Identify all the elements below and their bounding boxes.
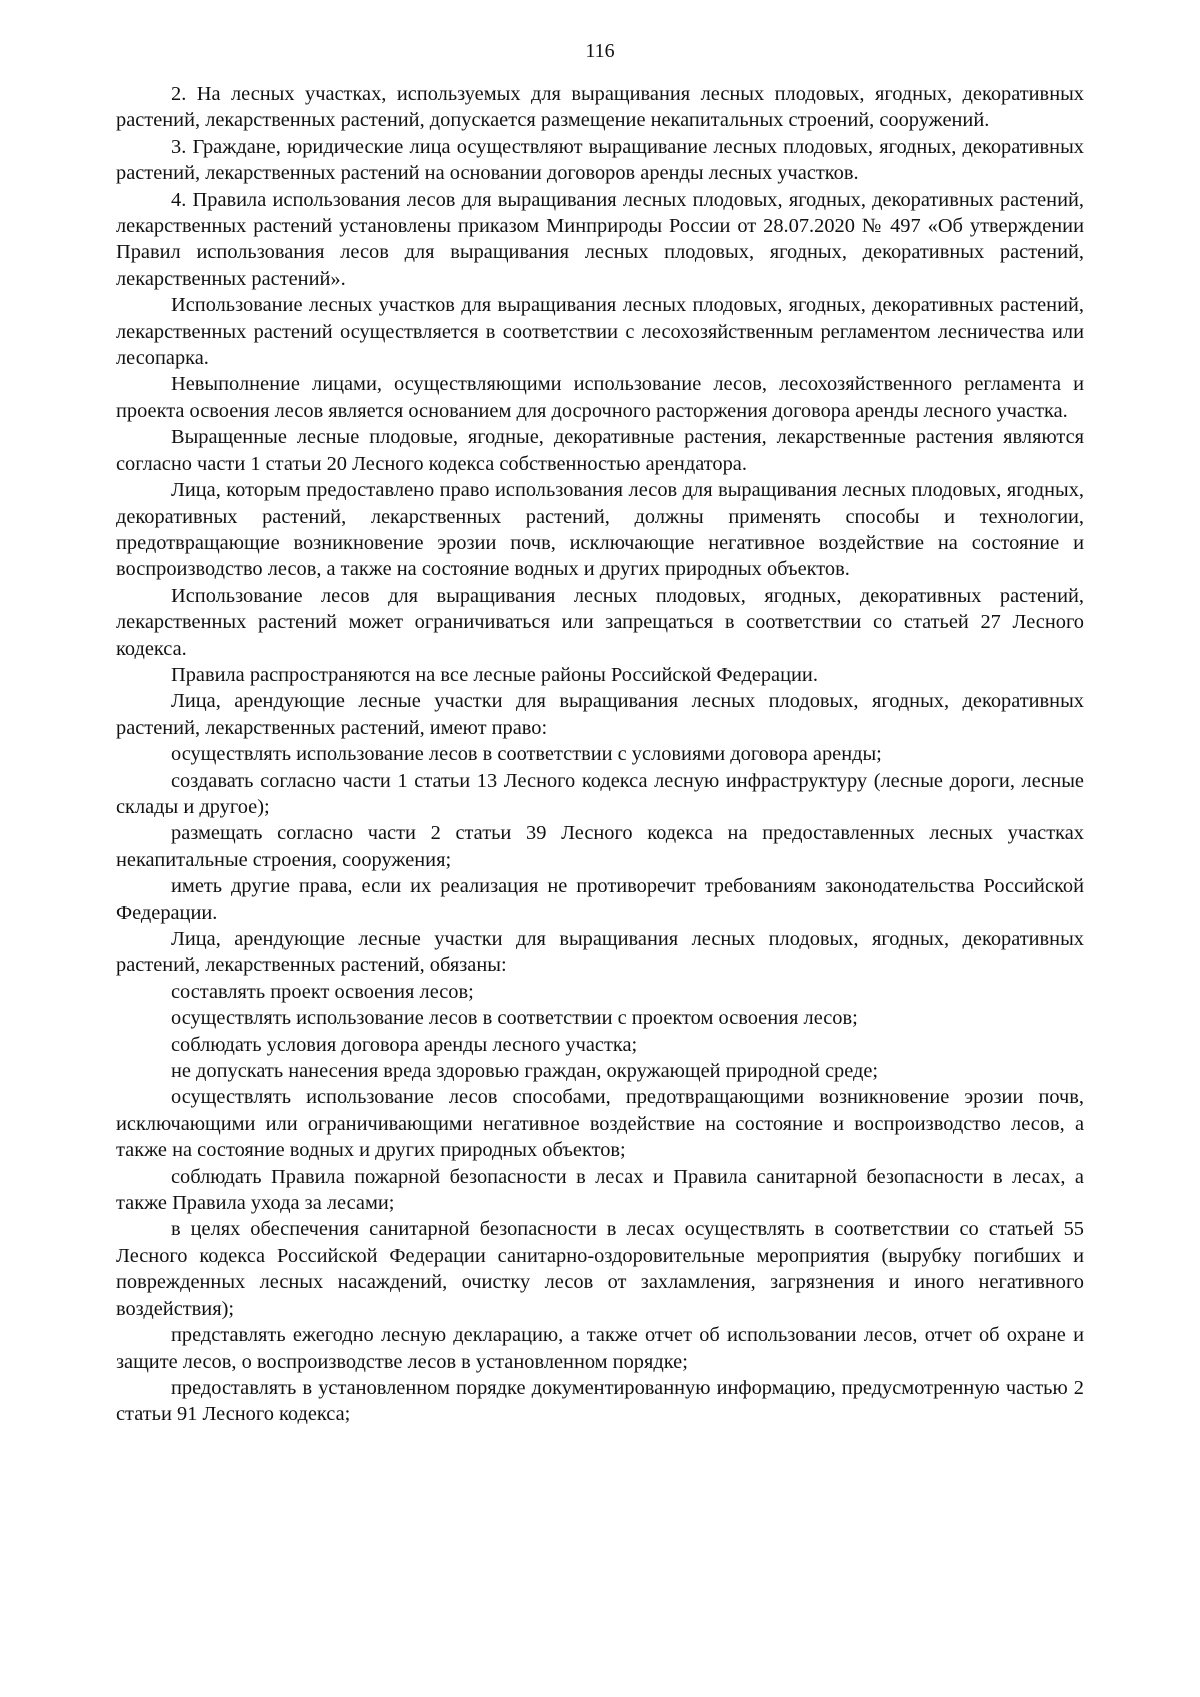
paragraph: Лица, которым предоставлено право использования лесов для выращивания лесных плодовых, ягодных, декоративных растений, лекарственных растений, должны применять способы и технологии, предотвращающие возникновение эрозии почв, исключающие негативное воздействие на состояние и воспроизводство лесов, а также на состояние водных и других природных объектов.: [116, 479, 1084, 581]
paragraph: в целях обеспечения санитарной безопасности в лесах осуществлять в соответствии со статьей 55 Лесного кодекса Российской Федерации санитарно-оздоровительные мероприятия (вырубку погибших и поврежденных лесных насаждений, очистку лесов от захламления, загрязнения и иного негативного воздействия);: [116, 1218, 1084, 1320]
paragraph: составлять проект освоения лесов;: [171, 980, 474, 1003]
paragraph: иметь другие права, если их реализация не противоречит требованиям законодательства Российской Федерации.: [116, 875, 1084, 924]
paragraph: представлять ежегодно лесную декларацию, а также отчет об использовании лесов, отчет об охране и защите лесов, о воспроизводстве лесов в установленном порядке;: [116, 1324, 1084, 1373]
paragraph: осуществлять использование лесов в соответствии с условиями договора аренды;: [171, 743, 882, 766]
paragraph: Лица, арендующие лесные участки для выращивания лесных плодовых, ягодных, декоративных растений, лекарственных растений, имеют право:: [116, 690, 1084, 739]
paragraph: Правила распространяются на все лесные районы Российской Федерации.: [171, 663, 818, 686]
paragraph: 2. На лесных участках, используемых для выращивания лесных плодовых, ягодных, декоративных растений, лекарственных растений, допускается размещение некапитальных строений, сооружений.: [116, 83, 1084, 132]
page-number: 116: [585, 40, 615, 62]
paragraph: соблюдать условия договора аренды лесного участка;: [171, 1033, 638, 1056]
paragraph: соблюдать Правила пожарной безопасности в лесах и Правила санитарной безопасности в лесах, а также Правила ухода за лесами;: [116, 1165, 1084, 1215]
paragraph: осуществлять использование лесов способами, предотвращающими возникновение эрозии почв, исключающими или ограничивающими негативное воздействие на состояние и воспроизводство лесов, а также на состояние водных и других природных объектов;: [116, 1086, 1084, 1162]
paragraph: не допускать нанесения вреда здоровью граждан, окружающей природной среде;: [171, 1060, 879, 1083]
paragraph: 4. Правила использования лесов для выращивания лесных плодовых, ягодных, декоративных растений, лекарственных растений установлены приказом Минприроды России от 28.07.2020 № 497 «Об утверждении Правил использования лесов для выращивания лесных плодовых, ягодных, декоративных растений, лекарственных растений».: [116, 188, 1084, 290]
paragraph: осуществлять использование лесов в соответствии с проектом освоения лесов;: [171, 1007, 858, 1030]
paragraph: Использование лесных участков для выращивания лесных плодовых, ягодных, декоративных растений, лекарственных растений осуществляется в соответствии с лесохозяйственным регламентом лесничества или лесопарка.: [116, 294, 1084, 370]
paragraph: Невыполнение лицами, осуществляющими использование лесов, лесохозяйственного регламента и проекта освоения лесов является основанием для досрочного расторжения договора аренды лесного участка.: [116, 373, 1084, 422]
paragraph: Использование лесов для выращивания лесных плодовых, ягодных, декоративных растений, лекарственных растений может ограничиваться или запрещаться в соответствии со статьей 27 Лесного кодекса.: [116, 584, 1084, 660]
paragraph: 3. Граждане, юридические лица осуществляют выращивание лесных плодовых, ягодных, декоративных растений, лекарственных растений на основании договоров аренды лесных участков.: [116, 135, 1084, 185]
document-body: [116, 81, 1084, 1428]
paragraph: создавать согласно части 1 статьи 13 Лесного кодекса лесную инфраструктуру (лесные дороги, лесные склады и другое);: [116, 769, 1084, 818]
paragraph: размещать согласно части 2 статьи 39 Лесного кодекса на предоставленных лесных участках некапитальные строения, сооружения;: [116, 822, 1084, 871]
paragraph: предоставлять в установленном порядке документированную информацию, предусмотренную частью 2 статьи 91 Лесного кодекса;: [116, 1376, 1084, 1426]
paragraph: Выращенные лесные плодовые, ягодные, декоративные растения, лекарственные растения являются согласно части 1 статьи 20 Лесного кодекса собственностью арендатора.: [116, 426, 1084, 475]
paragraph: Лица, арендующие лесные участки для выращивания лесных плодовых, ягодных, декоративных растений, лекарственных растений, обязаны:: [116, 928, 1084, 977]
